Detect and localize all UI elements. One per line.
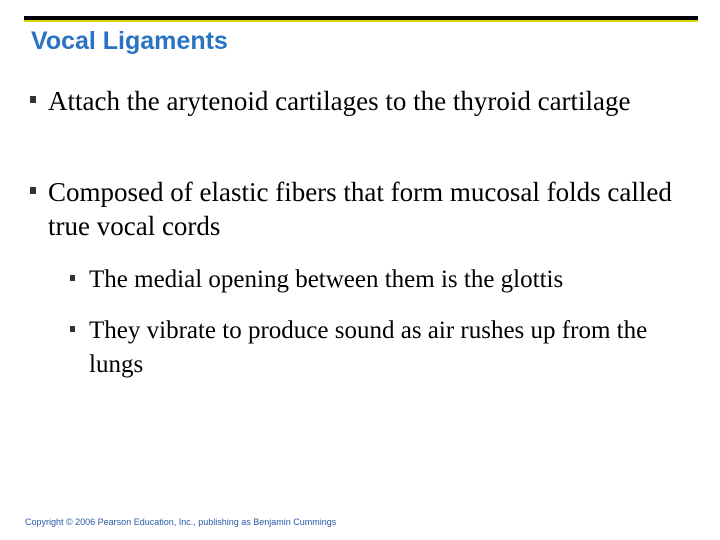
bullet-text: Attach the arytenoid cartilages to the thyroid cartilage [48,86,631,116]
copyright-footer: Copyright © 2006 Pearson Education, Inc., publishing as Benjamin Cummings [25,517,337,527]
bullet-text: They vibrate to produce sound as air rushes up from the lungs [89,317,648,378]
slide-title: Vocal Ligaments [31,27,228,55]
sub-bullet-item-1 [70,263,690,297]
bullet-text: The medial opening between them is the glottis [89,266,564,293]
square-bullet-icon [30,96,36,103]
bullet-text: Composed of elastic fibers that form mucosal folds called true vocal cords [48,177,672,241]
sub-bullet-item-2 [70,314,690,382]
title-rule [24,16,698,20]
square-bullet-icon [30,187,36,194]
square-bullet-icon [70,275,75,281]
bullet-item-2 [30,175,690,243]
bullet-item-1 [30,84,690,118]
square-bullet-icon [70,326,75,332]
